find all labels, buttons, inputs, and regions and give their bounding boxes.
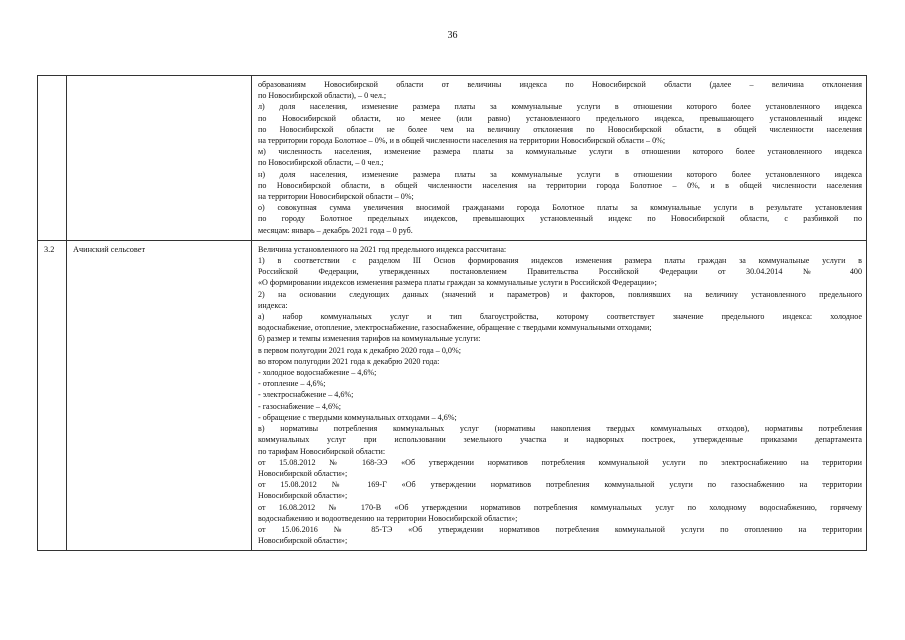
text-line: Величина установленного на 2021 год предельного индекса рассчитана: [258, 244, 507, 254]
row-name: Ачинский сельсовет [73, 244, 146, 254]
text-line: Новосибирской области»; [258, 491, 348, 501]
text-line: а) набор коммунальных услуг и тип благоустройства, которому соответствует значение предельного индекса: холодное [258, 312, 862, 322]
text-line: образованиям Новосибирской области от величины индекса по Новосибирской области (далее – величина отклонения [258, 80, 862, 89]
text-line: во втором полугодии 2021 года к декабрю 2020 года: [258, 356, 440, 366]
row-name-cell [67, 76, 252, 241]
text-line: Новосибирской области»; [258, 468, 348, 478]
text-line: коммунальных услуг при использовании земельного участка и надворных построек, утвержденные приказами департамента [258, 435, 862, 445]
text-line: от 15.06.2016 № 85-ТЭ «Об утверждении нормативов потребления коммунальной услуги по отоплению на территории [258, 524, 862, 534]
text-line: по Новосибирской области), – 0 чел.; [258, 91, 387, 101]
text-line: 2) на основании следующих данных (значений и параметров) и факторов, повлиявших на величину установленного предельного [258, 289, 862, 299]
text-line: от 16.08.2012 № 170-В «Об утверждении нормативов потребления коммунальных услуг по холодному водоснабжению, горячему [258, 502, 862, 512]
text-line: индекса: [258, 300, 288, 310]
page-number: 36 [447, 30, 458, 41]
row-text-cell [252, 240, 867, 550]
text-line: н) доля населения, изменение размера платы за коммунальные услуги в отношении которого более установленного индекса [258, 169, 862, 179]
text-line: о) совокупная сумма увеличения вносимой гражданами города Болотное платы за коммунальные услуги в результате установления [258, 203, 862, 213]
row-text-cell [252, 76, 867, 241]
row-name-cell [67, 240, 252, 550]
text-line: в) нормативы потребления коммунальных услуг (нормативы накопления твердых коммунальных отходов), нормативы потребления [258, 424, 862, 434]
text-line: месяцам: январь – декабрь 2021 года – 0 руб. [258, 225, 413, 235]
text-line: - отопление – 4,6%; [258, 379, 326, 389]
text-line: Новосибирской области»; [258, 536, 348, 546]
text-line: водоснабжение, отопление, электроснабжение, газоснабжение, обращение с твердыми коммунальными отходами; [258, 323, 652, 333]
text-line: «О формировании индексов изменения размера платы граждан за коммунальные услуги в Российской Федерации»; [258, 278, 657, 288]
text-line: Российской Федерации, утвержденных постановлением Правительства Российской Федерации от 30.04.2014 № 400 [258, 267, 862, 277]
row-number: 3.2 [44, 244, 55, 254]
text-line: б) размер и темпы изменения тарифов на коммунальные услуги: [258, 334, 481, 344]
text-line: по городу Болотное предельных индексов, превышающих установленный индекс по Новосибирской области, с разбивкой по [258, 214, 862, 224]
table-row [38, 76, 867, 241]
text-line: по Новосибирской области, но менее (или равно) установленного предельного индекса, превышающего установленный индекс [258, 113, 862, 123]
row-number [38, 76, 66, 79]
text-line: - холодное водоснабжение – 4,6%; [258, 368, 377, 378]
row-number-cell [38, 76, 67, 241]
row-name [67, 76, 251, 79]
table-row [38, 240, 867, 550]
row-number-cell [38, 240, 67, 550]
text-line: по тарифам Новосибирской области: [258, 446, 386, 456]
text-line: на территории Новосибирской области – 0%; [258, 192, 414, 202]
text-line: - газоснабжение – 4,6%; [258, 401, 341, 411]
text-line: от 15.08.2012 № 168-ЭЭ «Об утверждении нормативов потребления коммунальной услуги по электроснабжению на территории [258, 457, 862, 467]
text-line: от 15.08.2012 № 169-Г «Об утверждении нормативов потребления коммунальной услуги по газоснабжению на территории [258, 480, 862, 490]
text-line: л) доля населения, изменение размера платы за коммунальные услуги в отношении которого более установленного индекса [258, 102, 862, 112]
text-line: по Новосибирской области, в общей численности населения на территории города Болотное – 0%, и в общей численности населения [258, 180, 862, 190]
text-line: м) численность населения, изменение размера платы за коммунальные услуги в отношении которого более установленного индекса [258, 147, 862, 157]
text-line: в первом полугодии 2021 года к декабрю 2020 года – 0,0%; [258, 345, 461, 355]
text-line: водоснабжению и водоотведению на территории Новосибирской области»; [258, 513, 518, 523]
text-line: - электроснабжение – 4,6%; [258, 390, 354, 400]
document-table [37, 75, 867, 551]
text-line: 1) в соответствии с разделом III Основ формирования индексов изменения размера платы граждан за коммунальные услуги в [258, 256, 862, 266]
row-text [252, 241, 866, 550]
text-line: по Новосибирской области не более чем на величину отклонения по Новосибирской области, в общей численности населения [258, 124, 862, 134]
row-text [252, 76, 866, 240]
text-line: на территории города Болотное – 0%, и в общей численности населения на территории Новосибирской области – 0%; [258, 136, 666, 146]
text-line: по Новосибирской области, – 0 чел.; [258, 158, 384, 168]
text-line: - обращение с твердыми коммунальных отходами – 4,6%; [258, 412, 457, 422]
